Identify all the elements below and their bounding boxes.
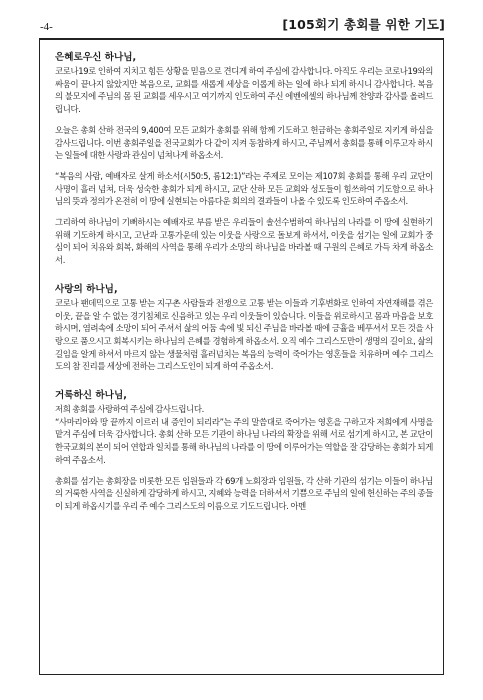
- document-title: [105회기 총회를 위한 기도]: [282, 17, 445, 32]
- page-number: -4-: [40, 21, 53, 33]
- section-heading: 사랑의 하나님,: [55, 283, 118, 295]
- paragraph: 총회를 섬기는 총회장을 비롯한 모든 임원들과 각 69개 노회장과 임원들, 각 산하 기관의 섬기는 이들이 하나님의 거룩한 사역을 신실하게 감당하게 하시고, 지혜와 능력을 더하셔서 기쁨으로 주님의 일에 헌신하는 주의 종들이 되게 하옵시기를 우리 주 예수 그리스도의 이름으로 기도드립니다. 아멘: [55, 475, 433, 511]
- paragraph: 그리하여 하나님이 기뻐하시는 예배자로 부름 받은 우리들이 솔선수범하여 하나님의 나라를 이 땅에 실현하기 위해 기도하게 하시고, 고난과 고통가운데 있는 이웃을 사랑으로 돌보게 하셔서, 이웃을 섬기는 일에 교회가 중심이 되어 치유와 회복, 화해의 사역을 통해 우리가 소망의 하나님을 바라볼 때 구원의 은혜로 가득 차게 하옵소서.: [55, 217, 433, 266]
- paragraph: 저희 총회를 사랑하여 주심에 감사드립니다.: [55, 404, 204, 415]
- section-gracious-god: [55, 52, 433, 267]
- paragraph: 코로나 팬데믹으로 고통 받는 지구촌 사람들과 전쟁으로 고통 받는 이들과 기후변화로 인하여 자연재해를 겪은 이웃, 끝을 알 수 없는 경기침체로 신음하고 있는 우리 이웃들이 있습니다. 이들을 위로하시고 몸과 마음을 보호하시며, 염려속에 소망이 되어 주셔서 삶의 어둠 속에 빛 되신 주님을 바라볼 때에 긍휼을 베푸셔서 모든 것을 사랑으로 품으시고 회복시키는 하나님의 은혜를 경험하게 하옵소서. 오직 예수 그리스도만이 생명의 길이요, 삶의 길임을 알게 하셔서 마르지 않는 생물처럼 흘러넘치는 복음의 능력이 죽어가는 영혼들을 치유하며 예수 그리스도의 참 진리를 세상에 전하는 그리스도인이 되게 하여 주옵소서.: [55, 297, 433, 372]
- section-holy-god: [55, 390, 433, 513]
- section-heading: 은혜로우신 하나님,: [55, 52, 137, 63]
- paragraph: “사마리아와 땅 끝까지 이르러 내 증인이 되리라”는 주의 말씀대로 죽어가는 영혼을 구하고자 저희에게 사명을 맡겨 주심에 더욱 감사합니다. 총회 산하 모든 기관이 하나님 나라의 확장을 위해 서로 섬기게 하시고, 본 교단이 한국교회의 본이 되어 연합과 일치를 통해 하나님의 나라를 이 땅에 이루어가는 역할을 잘 감당하는 총회가 되게 하여 주옵소서.: [55, 416, 433, 465]
- paragraph: “복음의 사람, 예배자로 살게 하소서(시50:5, 롬12:1)”라는 주제로 모이는 제107회 총회를 통해 우리 교단이 사명이 흘러 넘쳐, 더욱 성숙한 총회가 되게 하시고, 교단 산하 모든 교회와 성도들이 힘쓰하여 기도함으로 하나님의 뜻과 정의가 온전히 이 땅에 실현되는 아름다운 회의의 결과들이 나올 수 있도록 인도하여 주옵소서.: [55, 170, 433, 207]
- paragraph: 코로나19로 인하여 지치고 힘든 상황을 믿음으로 견디게 하여 주심에 감사합니다. 아직도 우리는 코로나19와의 싸움이 끝나지 않았지만 복음으로, 교회를 새롭게 세상을 이롭게 하는 일에 하나 되게 하시니 감사합니다. 복음의 불모지에 주님의 몸 된 교회를 세우시고 여기까지 인도하여 주신 에벤에셀의 하나님께 찬양과 감사를 올려드립니다.: [55, 66, 433, 115]
- section-loving-god: [55, 284, 433, 373]
- prayer-body: [55, 52, 433, 513]
- paragraph: 오늘은 총회 산하 전국의 9,400여 모든 교회가 총회를 위해 함께 기도하고 헌금하는 총회주일로 지키게 하심을 감사드립니다. 이번 총회주일을 전국교회가 다 같이 지켜 동참하게 하시고, 주님께서 총회를 통해 이루고자 하시는 일들에 대한 사랑과 관심이 넘쳐나게 하옵소서.: [55, 124, 433, 161]
- section-heading: 거룩하신 하나님,: [55, 390, 127, 402]
